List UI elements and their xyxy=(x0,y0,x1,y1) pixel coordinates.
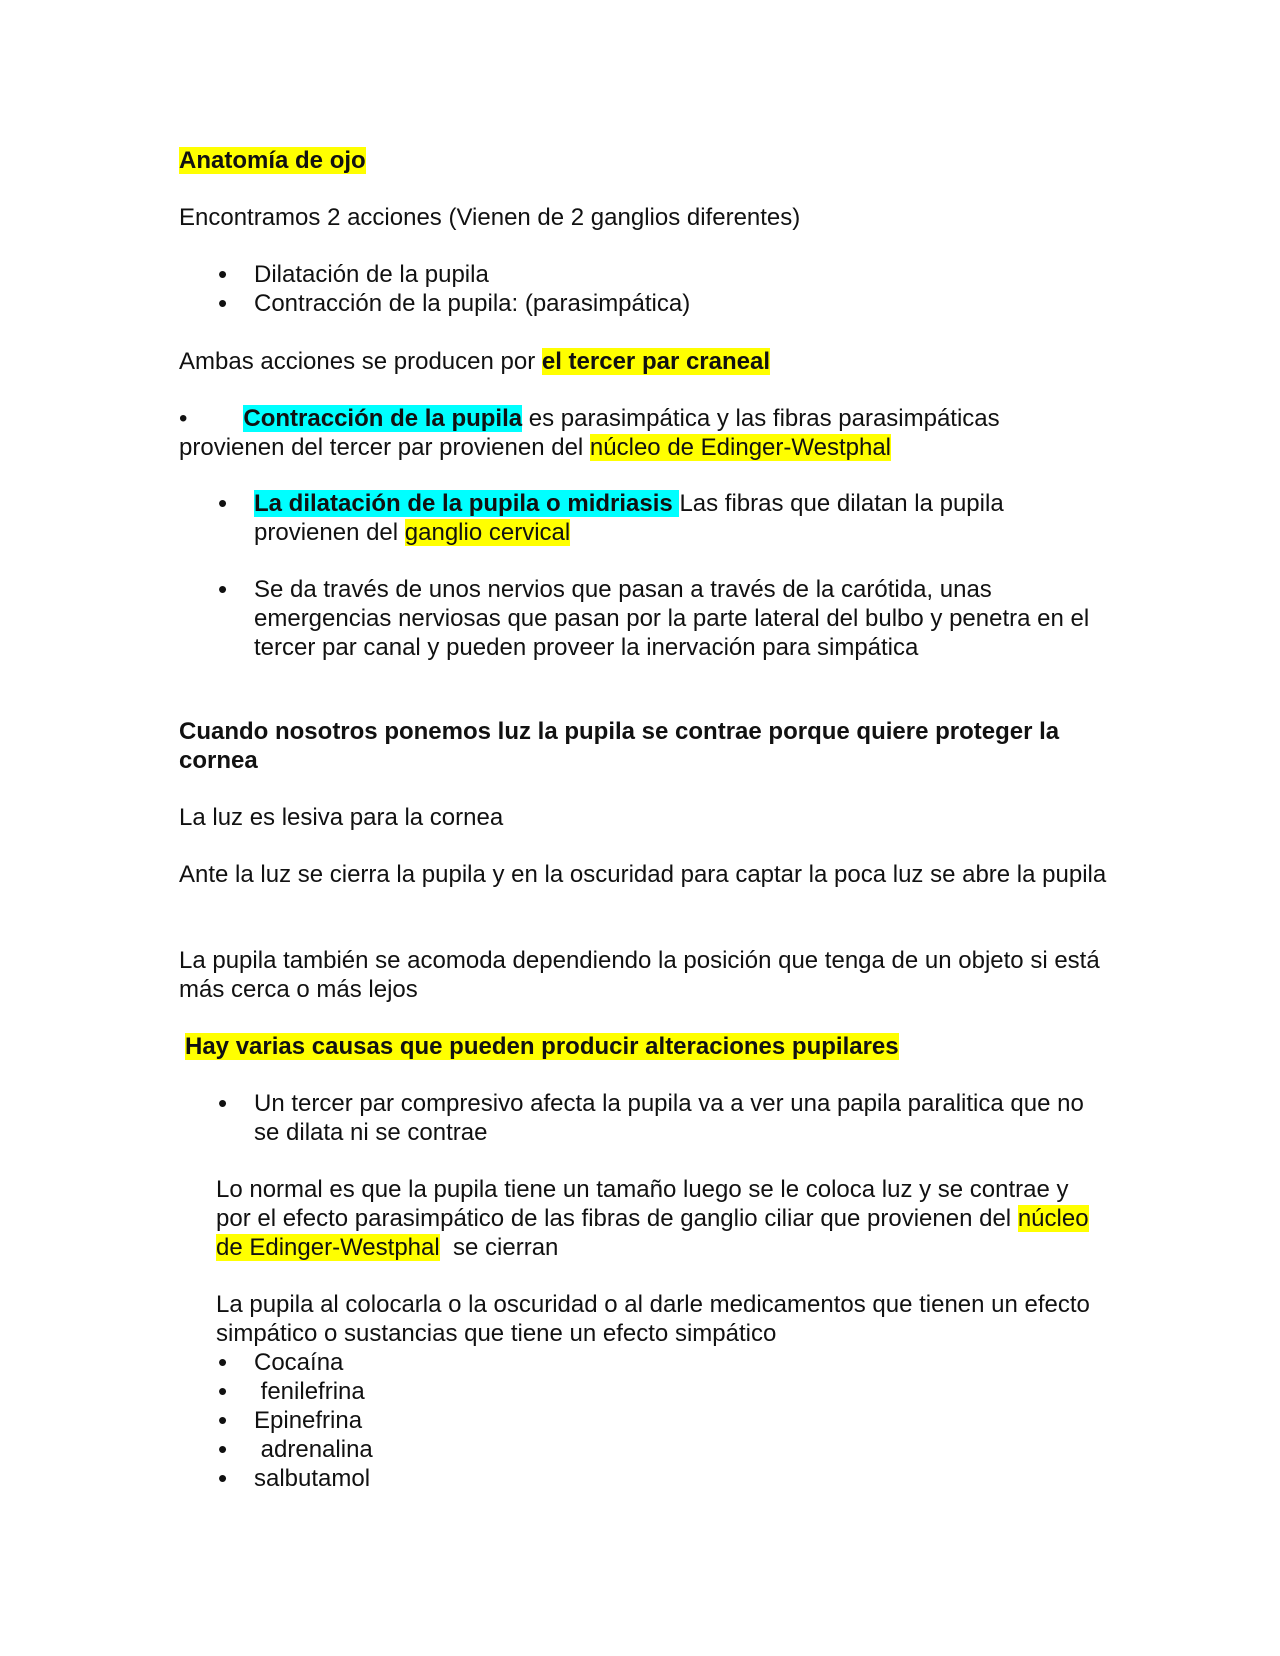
intro-paragraph: Encontramos 2 acciones (Vienen de 2 ganglios diferentes) xyxy=(179,204,801,231)
list-item: • adrenalina xyxy=(218,1434,373,1464)
bullet-icon: • xyxy=(179,405,188,432)
bullet-icon: • xyxy=(218,1405,228,1435)
causas-heading: Hay varias causas que pueden producir alteraciones pupilares xyxy=(185,1033,899,1060)
list-item: • Un tercer par compresivo afecta la pupila va a ver una papila paralitica que no se dilata ni se contrae xyxy=(218,1088,1084,1146)
luz-heading: Cuando nosotros ponemos luz la pupila se contrae porque quiere proteger la cornea xyxy=(179,718,1060,774)
bullet-icon: • xyxy=(218,1347,228,1377)
normal-paragraph: Lo normal es que la pupila tiene un tamaño luego se le coloca luz y se contrae y por el efecto parasimpático de las fibras de ganglio ciliar que provienen del núcleo de Edinger-Westphal se cierran xyxy=(216,1176,1089,1261)
bullet-icon: • xyxy=(218,288,228,318)
bullet-icon: • xyxy=(218,1376,228,1406)
cranial-nerve-highlight: el tercer par craneal xyxy=(541,348,771,375)
actions-list xyxy=(216,260,1106,318)
ambas-paragraph: Ambas acciones se producen por el tercer par craneal xyxy=(179,348,771,375)
list-item: • La dilatación de la pupila o midriasis Las fibras que dilatan la pupila provienen del ganglio cervical xyxy=(218,488,1004,546)
oscuridad-paragraph: La pupila al colocarla o la oscuridad o al darle medicamentos que tienen un efecto simpático o sustancias que tiene un efecto simpático xyxy=(216,1291,1090,1347)
dilatacion-term: La dilatación de la pupila o midriasis xyxy=(254,490,680,517)
bullet-icon: • xyxy=(218,1463,228,1493)
bullet-icon: • xyxy=(218,1088,228,1118)
nucleus-highlight: núcleo de Edinger-Westphal xyxy=(589,434,891,461)
dilatacion-list xyxy=(216,489,1106,547)
list-item: • Epinefrina xyxy=(218,1405,363,1435)
contraccion-paragraph: • Contracción de la pupila es parasimpática y las fibras parasimpáticas provienen del tercer par provienen del núcleo de Edinger-Westphal xyxy=(179,405,1000,461)
compresivo-list xyxy=(216,1089,1106,1147)
bullet-icon: • xyxy=(218,1434,228,1464)
luz-lesiva-paragraph: La luz es lesiva para la cornea xyxy=(179,804,504,831)
list-item: • fenilefrina xyxy=(218,1376,365,1406)
acomoda-paragraph: La pupila también se acomoda dependiendo la posición que tenga de un objeto si está más cerca o más lejos xyxy=(179,947,1100,1003)
ante-luz-paragraph: Ante la luz se cierra la pupila y en la oscuridad para captar la poca luz se abre la pupila xyxy=(179,861,1107,888)
ganglion-highlight: ganglio cervical xyxy=(404,519,571,546)
contraccion-term: Contracción de la pupila xyxy=(243,405,523,432)
list-item: • Cocaína xyxy=(218,1347,344,1377)
bullet-icon: • xyxy=(218,488,228,518)
nervios-list xyxy=(216,575,1106,662)
list-item: • Contracción de la pupila: (parasimpática) xyxy=(218,288,691,318)
list-item: • Se da través de unos nervios que pasan a través de la carótida, unas emergencias nerviosas que pasan por la parte lateral del bulbo y penetra en el tercer par canal y pueden proveer la inervación para simpática xyxy=(218,574,1090,661)
sustancias-list xyxy=(216,1348,1106,1493)
bullet-icon: • xyxy=(218,574,228,604)
bullet-icon: • xyxy=(218,259,228,289)
list-item: • salbutamol xyxy=(218,1463,371,1493)
list-item: • Dilatación de la pupila xyxy=(218,259,489,289)
nucleus-highlight: núcleo de Edinger-Westphal xyxy=(216,1205,1089,1261)
document-title: Anatomía de ojo xyxy=(179,147,366,174)
